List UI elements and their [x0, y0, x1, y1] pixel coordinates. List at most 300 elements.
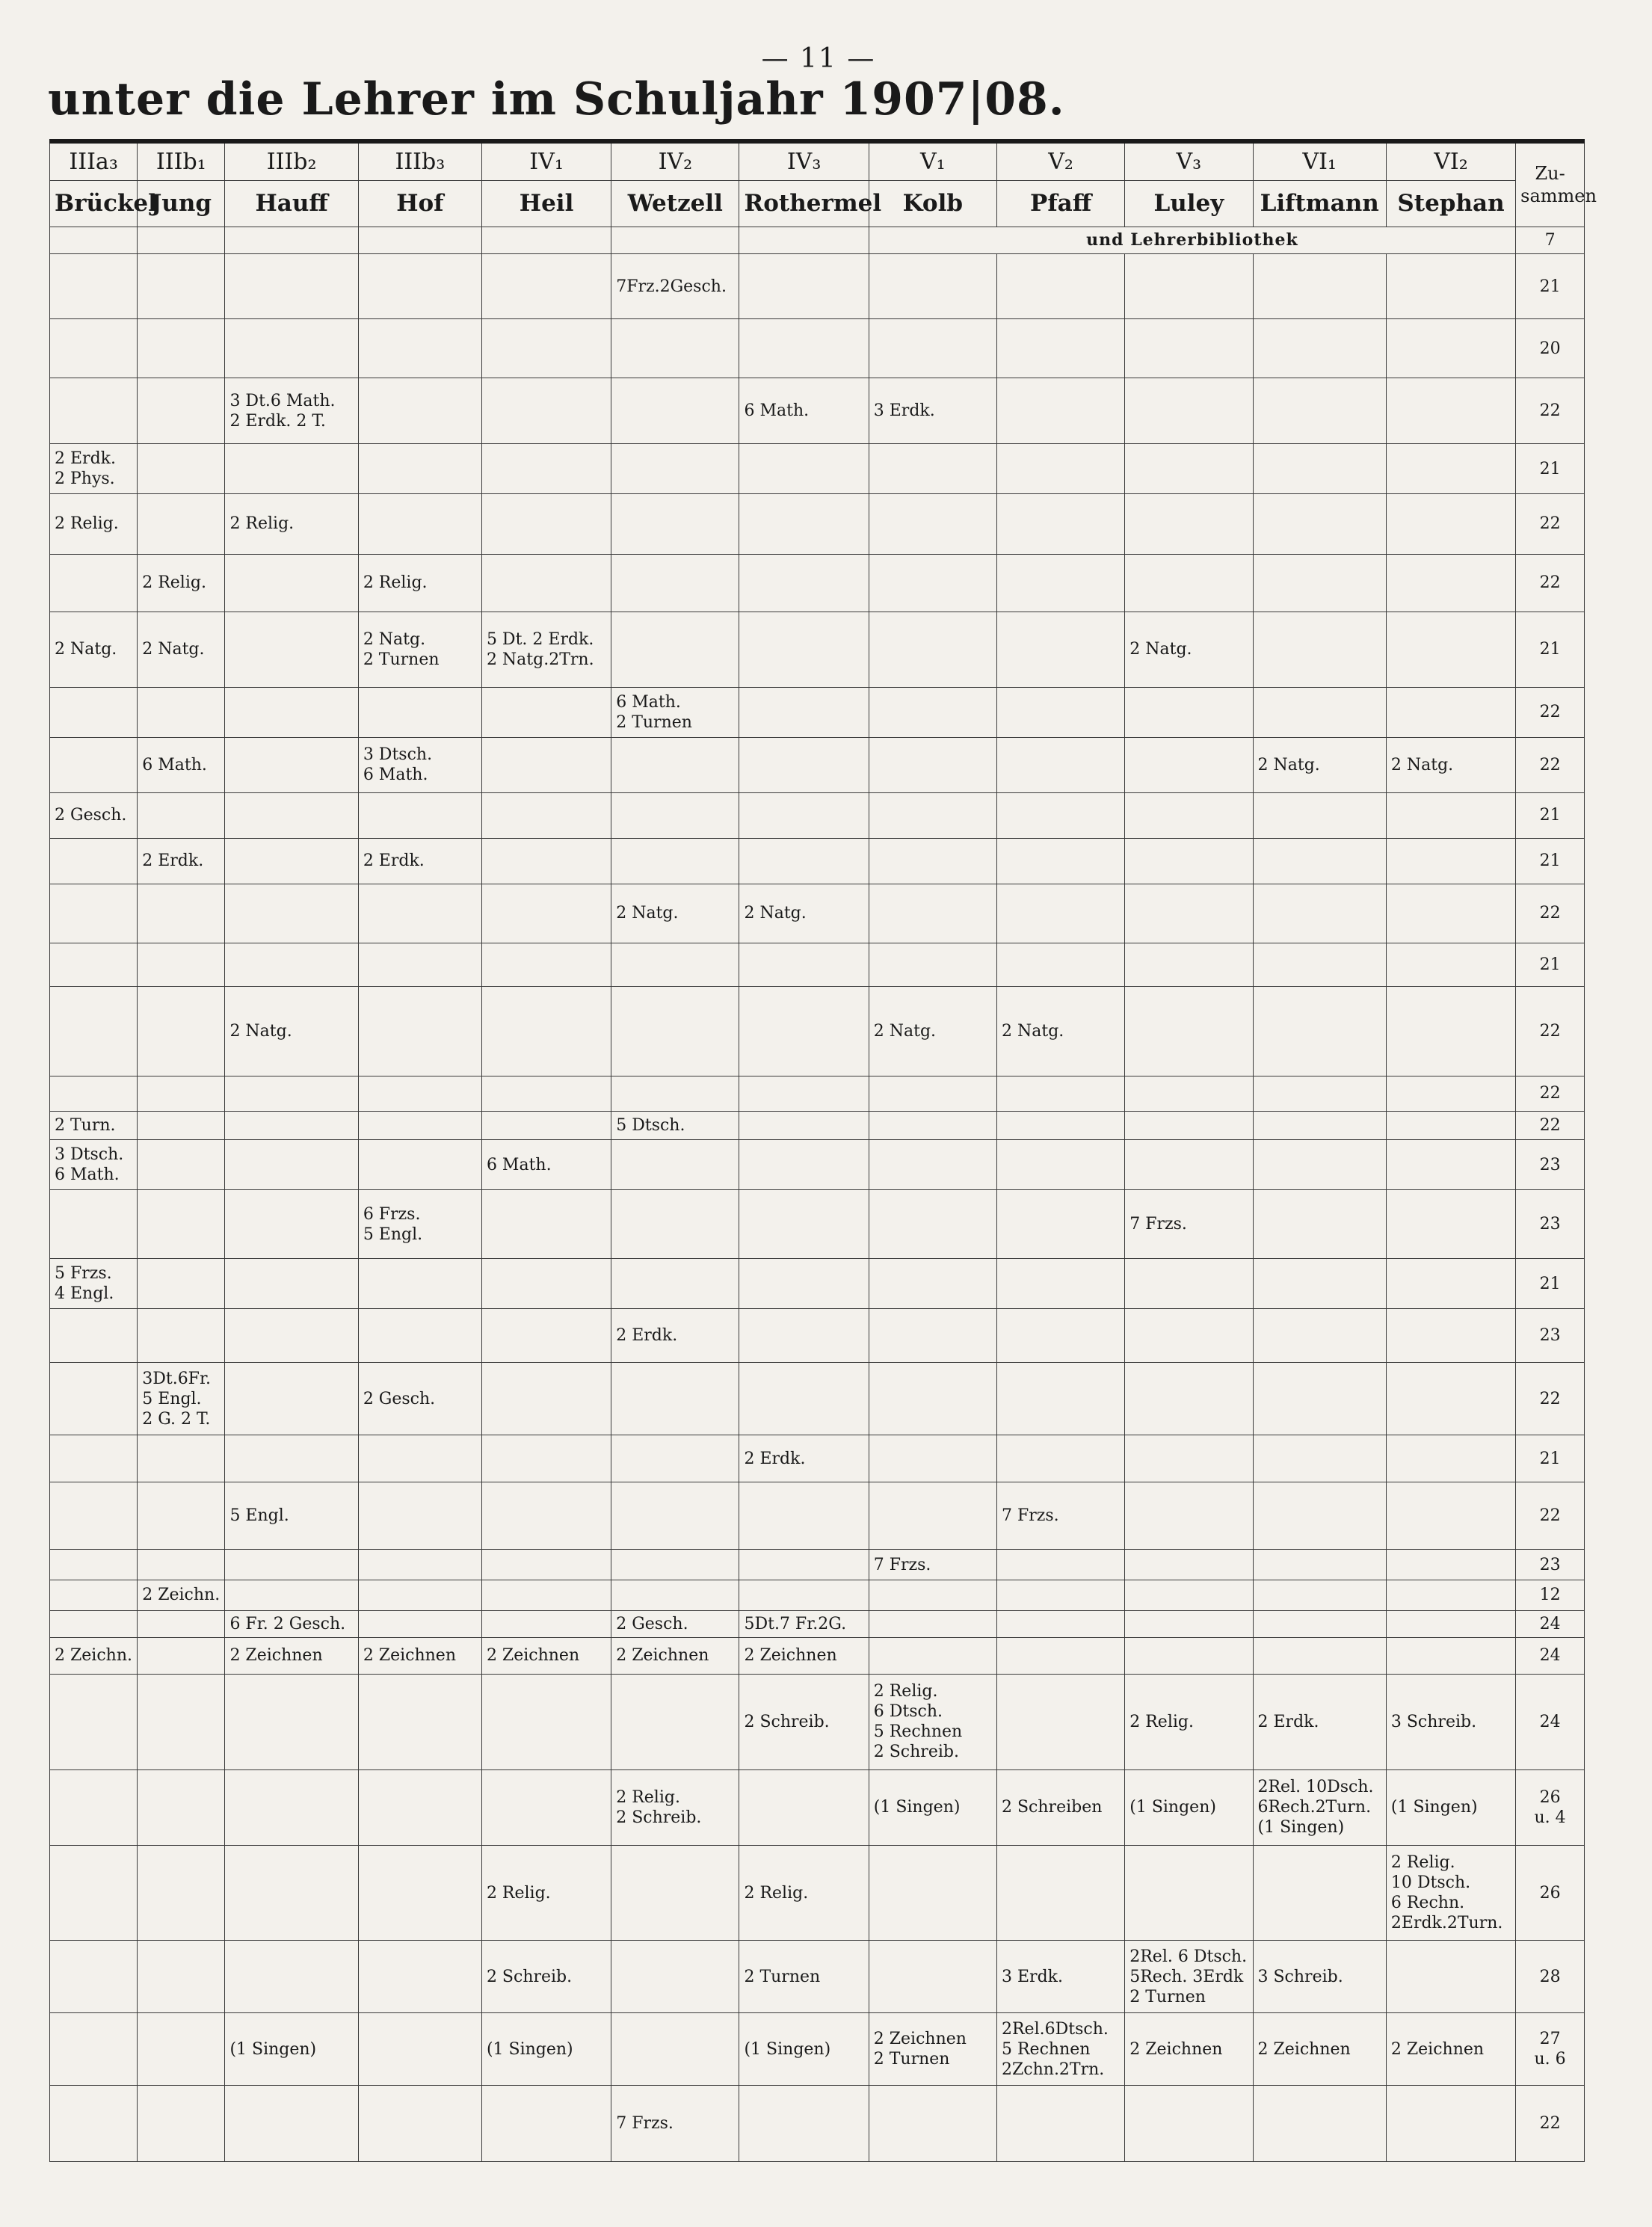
lesson-cell: 6 Frzs. 5 Engl. — [358, 1189, 481, 1258]
lesson-cell — [138, 1112, 225, 1140]
lesson-cell — [358, 1112, 481, 1140]
lesson-cell — [1386, 987, 1515, 1076]
teacher-header: Brückel — [50, 180, 138, 227]
teacher-header: Rothermel — [739, 180, 869, 227]
lesson-cell — [1125, 884, 1253, 943]
lesson-cell: 2Rel. 10Dsch. 6Rech.2Turn. (1 Singen) — [1253, 1769, 1386, 1845]
lesson-cell — [138, 1435, 225, 1482]
table-row — [50, 688, 1585, 738]
lesson-cell — [1386, 612, 1515, 687]
sum-cell: 23 — [1516, 1550, 1585, 1580]
lesson-cell — [739, 1112, 869, 1140]
lesson-cell — [869, 737, 996, 792]
lesson-cell — [481, 1189, 611, 1258]
lesson-cell — [50, 1769, 138, 1845]
lesson-cell — [1125, 838, 1253, 884]
sum-cell: 22 — [1516, 2086, 1585, 2162]
lesson-cell: 2 Relig. 10 Dtsch. 6 Rechn. 2Erdk.2Turn. — [1386, 1846, 1515, 1941]
sum-cell: 24 — [1516, 1610, 1585, 1637]
sum-cell: 22 — [1516, 1112, 1585, 1140]
lesson-cell: 2 Zeichnen — [739, 1637, 869, 1675]
lesson-cell: 2 Zeichnen 2 Turnen — [869, 2013, 996, 2086]
lesson-cell — [225, 1941, 358, 2013]
lesson-cell — [1125, 1637, 1253, 1675]
lesson-cell: 7 Frzs. — [869, 1550, 996, 1580]
lesson-cell — [869, 838, 996, 884]
lesson-cell — [1125, 378, 1253, 444]
lesson-cell — [1386, 378, 1515, 444]
table-row — [50, 1140, 1585, 1190]
teacher-header: Luley — [1125, 180, 1253, 227]
teacher-header: Wetzell — [611, 180, 739, 227]
lesson-cell — [138, 884, 225, 943]
lesson-cell: 6 Math. — [138, 737, 225, 792]
lesson-cell — [358, 884, 481, 943]
lesson-cell — [1253, 253, 1386, 319]
lesson-cell: 6 Math. — [481, 1140, 611, 1190]
lesson-cell: (1 Singen) — [739, 2013, 869, 2086]
lesson-cell — [1125, 2086, 1253, 2162]
teacher-header: Hauff — [225, 180, 358, 227]
lesson-cell — [611, 227, 739, 253]
lesson-cell — [997, 943, 1125, 987]
sum-cell: 22 — [1516, 555, 1585, 612]
lesson-cell: 2 Natg. — [225, 987, 358, 1076]
lesson-cell — [138, 1308, 225, 1362]
lesson-cell — [1125, 1610, 1253, 1637]
lesson-cell — [1253, 319, 1386, 378]
lesson-cell — [739, 838, 869, 884]
spanning-note: und Lehrerbibliothek — [869, 227, 1515, 253]
lesson-cell — [225, 943, 358, 987]
lesson-cell: 2 Zeichn. — [50, 1637, 138, 1675]
sum-cell: 22 — [1516, 493, 1585, 554]
lesson-cell — [50, 737, 138, 792]
lesson-cell — [1386, 1435, 1515, 1482]
lesson-cell — [1125, 1550, 1253, 1580]
lesson-cell: 2 Erdk. — [1253, 1675, 1386, 1769]
lesson-cell — [739, 319, 869, 378]
lesson-cell — [50, 1941, 138, 2013]
lesson-cell — [358, 1846, 481, 1941]
lesson-cell — [997, 253, 1125, 319]
lesson-cell — [225, 253, 358, 319]
allocation-table — [49, 139, 1597, 2162]
lesson-cell: 6 Math. — [739, 378, 869, 444]
lesson-cell — [1253, 1610, 1386, 1637]
teacher-header: Jung — [138, 180, 225, 227]
lesson-cell: 7 Frzs. — [611, 2086, 739, 2162]
lesson-cell — [997, 737, 1125, 792]
lesson-cell — [1386, 1112, 1515, 1140]
lesson-cell — [50, 227, 138, 253]
lesson-cell — [481, 319, 611, 378]
table-row — [50, 793, 1585, 839]
lesson-cell — [611, 378, 739, 444]
lesson-cell — [138, 227, 225, 253]
lesson-cell — [997, 1259, 1125, 1309]
lesson-cell — [997, 1846, 1125, 1941]
table-row — [50, 1112, 1585, 1140]
lesson-cell — [997, 493, 1125, 554]
lesson-cell — [481, 1363, 611, 1435]
lesson-cell — [997, 1610, 1125, 1637]
lesson-cell — [1253, 987, 1386, 1076]
lesson-cell — [225, 688, 358, 738]
lesson-cell: 2 Relig. 2 Schreib. — [611, 1769, 739, 1845]
lesson-cell — [1125, 493, 1253, 554]
lesson-cell — [138, 1637, 225, 1675]
lesson-cell — [50, 253, 138, 319]
lesson-cell — [50, 688, 138, 738]
lesson-cell — [997, 378, 1125, 444]
lesson-cell — [225, 1140, 358, 1190]
lesson-cell — [481, 1610, 611, 1637]
sum-cell: 27 u. 6 — [1516, 2013, 1585, 2086]
lesson-cell — [358, 1482, 481, 1550]
lesson-cell — [358, 688, 481, 738]
table-body — [50, 227, 1585, 2162]
lesson-cell — [611, 1941, 739, 2013]
lesson-cell — [1253, 1435, 1386, 1482]
lesson-cell — [997, 1550, 1125, 1580]
lesson-cell — [1253, 1189, 1386, 1258]
lesson-cell — [611, 1140, 739, 1190]
class-header: VI₁ — [1253, 141, 1386, 180]
table-row — [50, 444, 1585, 494]
lesson-cell — [739, 1769, 869, 1845]
lesson-cell — [225, 2086, 358, 2162]
table-row — [50, 493, 1585, 554]
lesson-cell — [739, 227, 869, 253]
lesson-cell — [1253, 612, 1386, 687]
lesson-cell: 2 Relig. — [739, 1846, 869, 1941]
sum-cell: 24 — [1516, 1637, 1585, 1675]
lesson-cell — [739, 1259, 869, 1309]
lesson-cell — [739, 1482, 869, 1550]
sum-cell: 21 — [1516, 1259, 1585, 1309]
lesson-cell — [739, 253, 869, 319]
lesson-cell: 2 Schreib. — [739, 1675, 869, 1769]
table-row — [50, 2086, 1585, 2162]
lesson-cell — [138, 253, 225, 319]
lesson-cell: 6 Math. 2 Turnen — [611, 688, 739, 738]
lesson-cell — [1125, 688, 1253, 738]
lesson-cell — [50, 1308, 138, 1362]
lesson-cell — [481, 1482, 611, 1550]
lesson-cell: 2 Natg. — [1253, 737, 1386, 792]
lesson-cell — [481, 555, 611, 612]
lesson-cell — [1125, 1140, 1253, 1190]
lesson-cell — [358, 2013, 481, 2086]
lesson-cell: 2 Natg. — [50, 612, 138, 687]
lesson-cell — [1125, 319, 1253, 378]
lesson-cell — [50, 1846, 138, 1941]
sum-cell: 21 — [1516, 612, 1585, 687]
lesson-cell — [358, 1769, 481, 1845]
lesson-cell — [997, 555, 1125, 612]
table-row — [50, 987, 1585, 1076]
lesson-cell — [1386, 1076, 1515, 1111]
lesson-cell — [739, 1363, 869, 1435]
table-row — [50, 1308, 1585, 1362]
lesson-cell — [869, 1140, 996, 1190]
lesson-cell — [869, 1189, 996, 1258]
lesson-cell — [1253, 1076, 1386, 1111]
table-row — [50, 884, 1585, 943]
lesson-cell — [225, 227, 358, 253]
lesson-cell — [1386, 1140, 1515, 1190]
lesson-cell: (1 Singen) — [481, 2013, 611, 2086]
sum-cell: 26 u. 4 — [1516, 1769, 1585, 1845]
table-row — [50, 1363, 1585, 1435]
lesson-cell — [997, 1308, 1125, 1362]
sum-cell: 20 — [1516, 319, 1585, 378]
lesson-cell — [481, 838, 611, 884]
lesson-cell — [739, 2086, 869, 2162]
lesson-cell — [138, 2086, 225, 2162]
lesson-cell — [869, 793, 996, 839]
class-header: IV₂ — [611, 141, 739, 180]
lesson-cell — [997, 1435, 1125, 1482]
lesson-cell — [869, 1259, 996, 1309]
lesson-cell — [869, 1076, 996, 1111]
table-row — [50, 838, 1585, 884]
lesson-cell: 2 Natg. — [138, 612, 225, 687]
lesson-cell — [358, 493, 481, 554]
lesson-cell: 2 Gesch. — [358, 1363, 481, 1435]
lesson-cell — [358, 1308, 481, 1362]
lesson-cell — [1125, 1846, 1253, 1941]
table-row — [50, 1580, 1585, 1610]
lesson-cell — [225, 793, 358, 839]
lesson-cell — [611, 493, 739, 554]
lesson-cell: 2 Zeichnen — [1253, 2013, 1386, 2086]
lesson-cell — [1386, 838, 1515, 884]
lesson-cell — [611, 444, 739, 494]
class-header: IV₃ — [739, 141, 869, 180]
sum-cell: 23 — [1516, 1189, 1585, 1258]
lesson-cell — [869, 2086, 996, 2162]
lesson-cell — [358, 1941, 481, 2013]
class-header: V₃ — [1125, 141, 1253, 180]
lesson-cell: 3 Schreib. — [1253, 1941, 1386, 2013]
lesson-cell — [50, 987, 138, 1076]
lesson-cell — [739, 493, 869, 554]
lesson-cell — [481, 1435, 611, 1482]
lesson-cell — [50, 1610, 138, 1637]
lesson-cell — [997, 884, 1125, 943]
class-header: IIIb₃ — [358, 141, 481, 180]
lesson-cell — [481, 987, 611, 1076]
teacher-header: Kolb — [869, 180, 996, 227]
lesson-cell — [481, 378, 611, 444]
lesson-cell — [481, 793, 611, 839]
lesson-cell — [997, 1637, 1125, 1675]
sum-cell: 21 — [1516, 793, 1585, 839]
lesson-cell — [1125, 1076, 1253, 1111]
sum-cell: 21 — [1516, 444, 1585, 494]
teacher-header: Hof — [358, 180, 481, 227]
lesson-cell — [1125, 444, 1253, 494]
table-row — [50, 1482, 1585, 1550]
lesson-cell: 7 Frzs. — [1125, 1189, 1253, 1258]
lesson-cell: 5 Dtsch. — [611, 1112, 739, 1140]
lesson-cell — [1125, 1435, 1253, 1482]
lesson-cell — [50, 1189, 138, 1258]
lesson-cell — [1125, 1482, 1253, 1550]
lesson-cell — [1125, 1363, 1253, 1435]
lesson-cell — [997, 1140, 1125, 1190]
lesson-cell — [869, 884, 996, 943]
lesson-cell — [50, 1675, 138, 1769]
lesson-cell — [358, 319, 481, 378]
lesson-cell — [481, 1308, 611, 1362]
lesson-cell — [1386, 1363, 1515, 1435]
lesson-cell: 2 Natg. — [997, 987, 1125, 1076]
lesson-cell — [138, 688, 225, 738]
lesson-cell — [138, 378, 225, 444]
lesson-cell — [1386, 1610, 1515, 1637]
lesson-cell — [1125, 793, 1253, 839]
teacher-header: Pfaff — [997, 180, 1125, 227]
table-row — [50, 1846, 1585, 1941]
sum-cell: 22 — [1516, 737, 1585, 792]
lesson-cell: 3 Dtsch. 6 Math. — [50, 1140, 138, 1190]
lesson-cell — [138, 1769, 225, 1845]
lesson-cell: 2 Schreib. — [481, 1941, 611, 2013]
lesson-cell — [1253, 688, 1386, 738]
lesson-cell — [1253, 1637, 1386, 1675]
lesson-cell: 2 Zeichnen — [1386, 2013, 1515, 2086]
class-header: IV₁ — [481, 141, 611, 180]
sum-header: Zu- sammen — [1516, 141, 1585, 227]
lesson-cell — [50, 1580, 138, 1610]
lesson-cell — [481, 253, 611, 319]
lesson-cell — [869, 319, 996, 378]
lesson-cell — [225, 1363, 358, 1435]
sum-cell: 28 — [1516, 1941, 1585, 2013]
lesson-cell — [611, 1076, 739, 1111]
lesson-cell — [50, 1363, 138, 1435]
lesson-cell — [1253, 1140, 1386, 1190]
lesson-cell — [225, 1675, 358, 1769]
class-header-row — [50, 141, 1585, 180]
lesson-cell — [481, 943, 611, 987]
lesson-cell — [869, 444, 996, 494]
lesson-cell: 3 Erdk. — [869, 378, 996, 444]
lesson-cell: 2 Turnen — [739, 1941, 869, 2013]
lesson-cell: 2 Zeichnen — [481, 1637, 611, 1675]
lesson-cell — [1253, 838, 1386, 884]
lesson-cell — [997, 1189, 1125, 1258]
lesson-cell — [1125, 1308, 1253, 1362]
lesson-cell: 2 Zeichn. — [138, 1580, 225, 1610]
table-row — [50, 737, 1585, 792]
lesson-cell — [611, 987, 739, 1076]
lesson-cell — [1386, 884, 1515, 943]
lesson-cell — [50, 1076, 138, 1111]
lesson-cell — [1253, 444, 1386, 494]
lesson-cell — [1253, 943, 1386, 987]
lesson-cell — [1253, 1846, 1386, 1941]
page-title: unter die Lehrer im Schuljahr 1907|08. — [48, 73, 1065, 126]
table-row — [50, 943, 1585, 987]
lesson-cell — [869, 688, 996, 738]
lesson-cell — [611, 319, 739, 378]
lesson-cell: 2Rel.6Dtsch. 5 Rechnen 2Zchn.2Trn. — [997, 2013, 1125, 2086]
lesson-cell — [997, 1076, 1125, 1111]
table-row — [50, 319, 1585, 378]
lesson-cell — [358, 2086, 481, 2162]
lesson-cell — [225, 1550, 358, 1580]
lesson-cell: 2 Relig. — [1125, 1675, 1253, 1769]
lesson-cell — [358, 227, 481, 253]
lesson-cell — [1386, 1189, 1515, 1258]
lesson-cell — [1125, 943, 1253, 987]
lesson-cell — [739, 793, 869, 839]
lesson-cell — [739, 688, 869, 738]
lesson-cell — [225, 1846, 358, 1941]
class-header: VI₂ — [1386, 141, 1515, 180]
lesson-cell — [1253, 1580, 1386, 1610]
sum-cell: 22 — [1516, 1076, 1585, 1111]
lesson-cell: 2 Natg. — [1386, 737, 1515, 792]
page-number: — 11 — — [761, 43, 876, 74]
lesson-cell — [611, 737, 739, 792]
lesson-cell — [1386, 793, 1515, 839]
lesson-cell — [739, 943, 869, 987]
lesson-cell — [611, 2013, 739, 2086]
lesson-cell — [481, 1580, 611, 1610]
lesson-cell — [138, 1482, 225, 1550]
lesson-cell — [50, 943, 138, 987]
lesson-cell — [225, 1769, 358, 1845]
lesson-cell: 2 Zeichnen — [1125, 2013, 1253, 2086]
lesson-cell: 3 Dtsch. 6 Math. — [358, 737, 481, 792]
class-header: IIIa₃ — [50, 141, 138, 180]
lesson-cell: 6 Fr. 2 Gesch. — [225, 1610, 358, 1637]
teacher-header: Stephan — [1386, 180, 1515, 227]
lesson-cell — [138, 1610, 225, 1637]
sum-cell: 22 — [1516, 987, 1585, 1076]
lesson-cell — [1125, 1580, 1253, 1610]
lesson-cell — [50, 1482, 138, 1550]
lesson-cell — [358, 943, 481, 987]
lesson-cell — [611, 1363, 739, 1435]
lesson-cell — [739, 612, 869, 687]
lesson-cell — [481, 1259, 611, 1309]
lesson-cell — [997, 838, 1125, 884]
lesson-cell — [611, 793, 739, 839]
lesson-cell — [358, 378, 481, 444]
sum-cell: 12 — [1516, 1580, 1585, 1610]
lesson-cell — [481, 2086, 611, 2162]
lesson-cell — [225, 555, 358, 612]
lesson-cell — [997, 2086, 1125, 2162]
lesson-cell — [869, 1482, 996, 1550]
sum-cell: 21 — [1516, 838, 1585, 884]
lesson-cell: 5 Dt. 2 Erdk. 2 Natg.2Trn. — [481, 612, 611, 687]
lesson-cell — [869, 493, 996, 554]
lesson-cell: (1 Singen) — [1125, 1769, 1253, 1845]
lesson-cell: 5 Engl. — [225, 1482, 358, 1550]
lesson-cell — [50, 555, 138, 612]
class-header: V₂ — [997, 141, 1125, 180]
lesson-cell: 2 Zeichnen — [358, 1637, 481, 1675]
sum-cell: 22 — [1516, 378, 1585, 444]
lesson-cell: 2 Gesch. — [50, 793, 138, 839]
